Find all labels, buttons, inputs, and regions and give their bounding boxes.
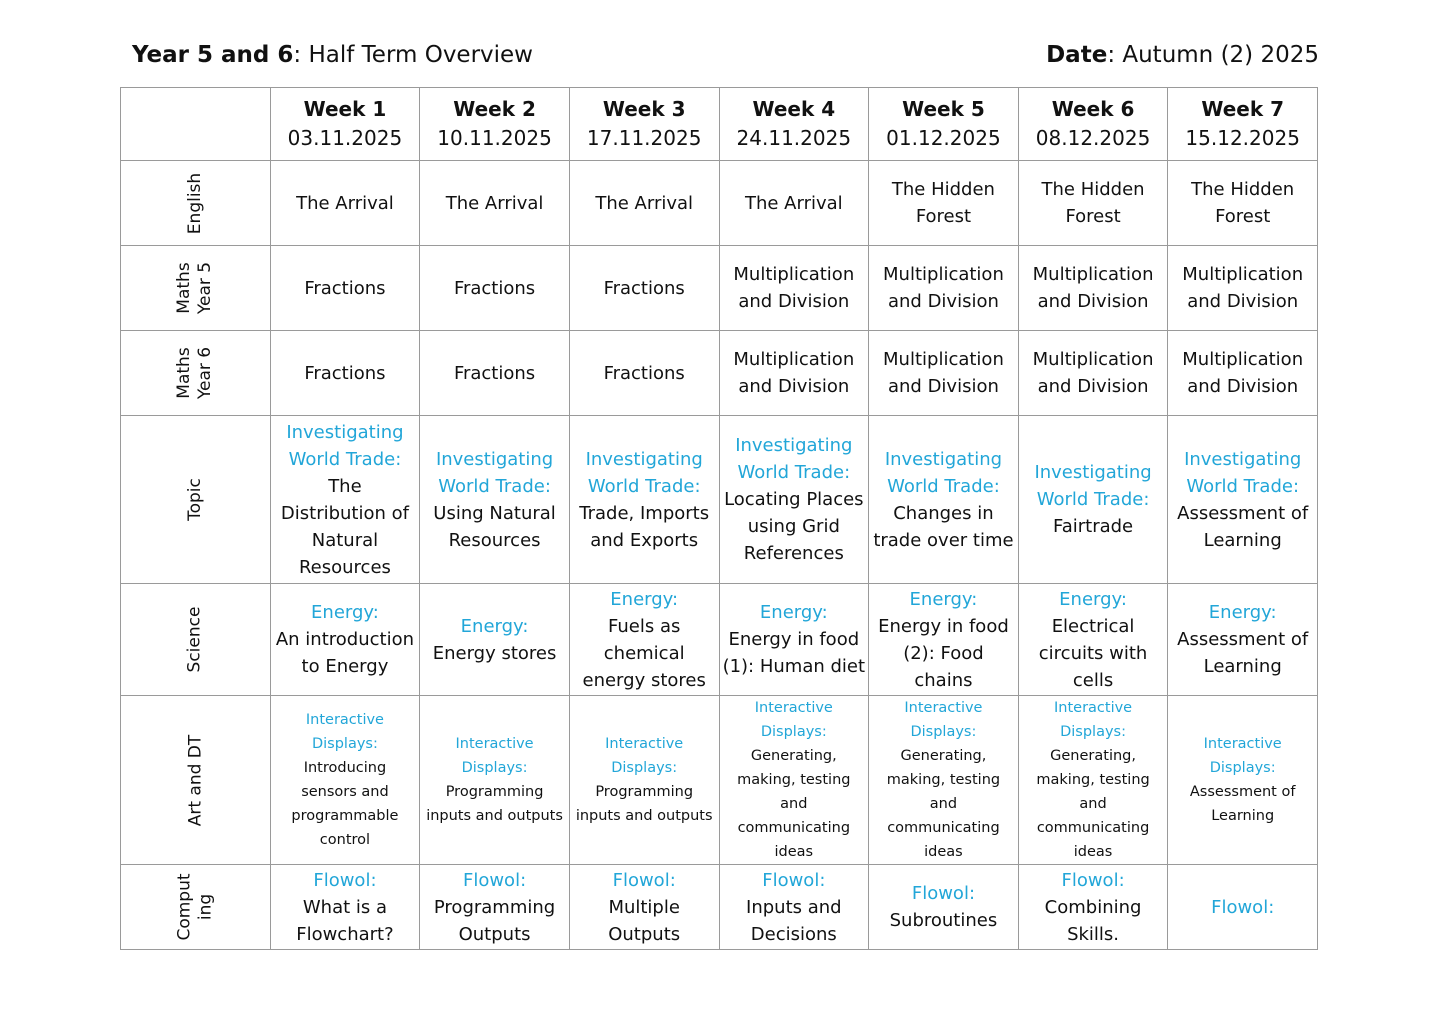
lesson-text: Introducing sensors and programmable control [291,760,399,848]
lesson-cell [420,865,570,950]
week-name: Week 1 [303,97,387,121]
week-name: Week 2 [453,97,536,121]
lesson-cell [569,696,719,865]
lesson-text: Generating, making, testing and communicating ideas [737,748,851,860]
unit-heading: Flowol: [1211,896,1275,918]
page-title [132,42,533,68]
subject-label-line: Art and DT [184,734,205,826]
lesson-text: The Arrival [595,192,694,214]
lesson-text: The Arrival [744,192,843,214]
subject-label-line: Science [184,606,205,673]
lesson-text: Multiplication and Division [1032,349,1154,397]
lesson-text: Generating, making, testing and communicating ideas [1036,748,1150,860]
lesson-cell [569,584,719,696]
lesson-cell [569,246,719,331]
lesson-cell [270,584,420,696]
lesson-text: Multiplication and Division [733,264,855,312]
subject-label-cell [121,246,271,331]
week-date: 03.11.2025 [287,126,403,150]
subject-label-line: Comput [174,873,195,941]
subject-label [185,172,206,233]
week-header [270,88,420,161]
lesson-text: Multiplication and Division [883,349,1004,397]
week-name: Week 5 [902,97,985,121]
unit-heading: Investigating World Trade: [1184,448,1302,497]
subject-label-cell [121,161,271,246]
unit-heading: Flowol: [911,883,976,904]
lesson-text: Fractions [304,362,386,384]
lesson-text: Fractions [453,362,536,384]
title-bold: Year 5 and 6 [132,42,294,68]
lesson-cell [1018,331,1168,416]
subject-row-english [121,161,1318,246]
subject-label-line: Maths [174,347,195,399]
week-name: Week 7 [1201,97,1285,121]
lesson-cell [869,416,1019,584]
lesson-text: Assessment of Learning [1177,502,1309,551]
lesson-cell [1018,696,1168,865]
subject-label [174,873,216,940]
lesson-text: Multiplication and Division [883,264,1004,312]
unit-heading: Investigating World Trade: [286,421,404,470]
week-header-row [121,88,1318,161]
date-line [1046,42,1319,68]
subject-row-art [121,696,1318,865]
unit-heading: Investigating World Trade: [585,448,703,497]
corner-cell [121,88,271,161]
lesson-cell [270,161,420,246]
lesson-text: Multiplication and Division [1032,264,1154,312]
unit-heading: Energy: [460,615,529,637]
lesson-cell [270,246,420,331]
lesson-text: Programming inputs and outputs [426,784,563,824]
subject-label-line: ing [195,893,216,921]
lesson-cell [420,161,570,246]
lesson-cell [270,416,420,584]
subject-label [185,478,206,521]
title-rest: : Half Term Overview [293,42,533,68]
lesson-cell [569,161,719,246]
unit-heading: Flowol: [313,869,377,891]
subject-row-topic [121,416,1318,584]
lesson-cell [869,246,1019,331]
lesson-cell [1168,246,1318,331]
lesson-text: Energy in food (2): Food chains [878,615,1009,691]
subject-label-cell [121,696,271,865]
week-date: 08.12.2025 [1035,126,1151,150]
lesson-text: Multiplication and Division [733,349,855,397]
lesson-cell [869,584,1019,696]
week-date: 15.12.2025 [1185,126,1300,150]
subject-label-line: English [184,172,205,234]
lesson-text: Locating Places using Grid References [724,489,864,564]
lesson-cell [270,696,420,865]
lesson-text: Multiple Outputs [608,896,681,945]
subject-row-science [121,584,1318,696]
lesson-text: The Hidden Forest [1041,179,1145,227]
lesson-cell [719,696,869,865]
week-header [1018,88,1168,161]
subject-label-cell [121,865,271,950]
lesson-text: The Hidden Forest [1191,179,1295,227]
lesson-cell [719,246,869,331]
lesson-text: Subroutines [889,910,998,931]
lesson-cell [420,696,570,865]
unit-heading: Energy: [909,588,978,610]
subject-label-line: Year 6 [195,346,216,400]
unit-heading: Energy: [610,588,679,610]
lesson-cell [1018,246,1168,331]
unit-heading: Flowol: [462,869,527,891]
lesson-cell [869,331,1019,416]
lesson-cell [869,696,1019,865]
lesson-text: Fairtrade [1053,516,1134,537]
week-header [420,88,570,161]
unit-heading: Interactive Displays: [754,700,833,740]
lesson-cell [1018,865,1168,950]
lesson-text: Fractions [453,277,536,299]
subject-row-maths6 [121,331,1318,416]
overview-table [120,87,1318,950]
lesson-cell [1018,416,1168,584]
lesson-text: Generating, making, testing and communicating ideas [886,748,1001,860]
unit-heading: Flowol: [1061,869,1125,891]
lesson-text: Programming Outputs [433,896,556,945]
lesson-cell [1018,161,1168,246]
lesson-text: Changes in trade over time [873,502,1014,551]
date-value: : Autumn (2) 2025 [1107,42,1319,68]
lesson-text: Assessment of Learning [1177,629,1309,677]
week-date: 17.11.2025 [586,126,702,150]
subject-label-cell [121,416,271,584]
unit-heading: Energy: [311,602,379,623]
lesson-cell [569,331,719,416]
week-date: 10.11.2025 [437,126,552,150]
lesson-text: Combining Skills. [1044,896,1142,945]
lesson-cell [569,865,719,950]
week-date: 24.11.2025 [736,126,852,150]
lesson-text: The Arrival [445,192,544,214]
lesson-text: Multiplication and Division [1182,264,1304,312]
week-date: 01.12.2025 [886,126,1001,150]
lesson-text: The Arrival [296,192,394,214]
lesson-text: Energy in food (1): Human diet [722,629,866,677]
week-name: Week 3 [602,97,686,121]
unit-heading: Investigating World Trade: [435,448,554,497]
lesson-text: What is a Flowchart? [296,896,394,945]
subject-label [185,734,206,826]
subject-row-maths5 [121,246,1318,331]
lesson-cell [1168,331,1318,416]
lesson-cell [569,416,719,584]
lesson-cell [420,246,570,331]
unit-heading: Investigating World Trade: [735,435,853,483]
lesson-cell [869,865,1019,950]
week-header [719,88,869,161]
lesson-cell [869,161,1019,246]
unit-heading: Flowol: [762,869,826,891]
lesson-cell [1168,696,1318,865]
lesson-cell [1168,161,1318,246]
lesson-cell [719,161,869,246]
lesson-cell [719,416,869,584]
lesson-cell [1168,416,1318,584]
unit-heading: Energy: [1059,588,1127,610]
week-name: Week 6 [1051,97,1135,121]
lesson-text: Inputs and Decisions [746,896,842,945]
unit-heading: Interactive Displays: [305,712,384,752]
subject-label-line: Year 5 [195,261,216,315]
lesson-text: Programming inputs and outputs [575,784,713,824]
lesson-text: Using Natural Resources [433,502,556,551]
lesson-text: Fractions [603,277,685,299]
lesson-cell [420,331,570,416]
lesson-text: Assessment of Learning [1189,784,1296,824]
lesson-cell [270,865,420,950]
lesson-cell [1168,865,1318,950]
lesson-text: Multiplication and Division [1182,349,1304,397]
unit-heading: Energy: [1208,602,1277,623]
subject-label-cell [121,331,271,416]
subject-label [174,262,216,314]
subject-label-line: Maths [174,262,195,314]
subject-label [185,607,206,673]
lesson-cell [719,331,869,416]
date-label: Date [1046,42,1108,68]
unit-heading: Interactive Displays: [605,736,684,776]
lesson-text: The Hidden Forest [891,179,995,227]
lesson-cell [420,584,570,696]
unit-heading: Flowol: [612,869,676,891]
lesson-text: The Distribution of Natural Resources [280,475,409,578]
lesson-text: Fractions [603,362,685,384]
lesson-text: Fuels as chemical energy stores [582,615,706,691]
unit-heading: Interactive Displays: [1203,736,1282,776]
lesson-text: Trade, Imports and Exports [579,502,710,551]
lesson-text: An introduction to Energy [275,629,414,677]
week-header [869,88,1019,161]
subject-label-cell [121,584,271,696]
lesson-cell [719,584,869,696]
unit-heading: Investigating World Trade: [884,448,1003,497]
week-header [1168,88,1318,161]
lesson-cell [270,331,420,416]
lesson-cell [719,865,869,950]
lesson-cell [1018,584,1168,696]
subject-label-line: Topic [184,478,205,521]
week-header [569,88,719,161]
unit-heading: Investigating World Trade: [1034,462,1152,510]
unit-heading: Interactive Displays: [1054,700,1133,740]
lesson-cell [1168,584,1318,696]
lesson-cell [420,416,570,584]
lesson-text: Energy stores [432,642,557,664]
lesson-text: Fractions [304,277,386,299]
week-name: Week 4 [752,97,836,121]
unit-heading: Interactive Displays: [455,736,534,776]
subject-label [174,347,216,399]
unit-heading: Energy: [759,602,828,623]
subject-row-computing [121,865,1318,950]
lesson-text: Electrical circuits with cells [1038,615,1148,691]
unit-heading: Interactive Displays: [904,700,983,740]
